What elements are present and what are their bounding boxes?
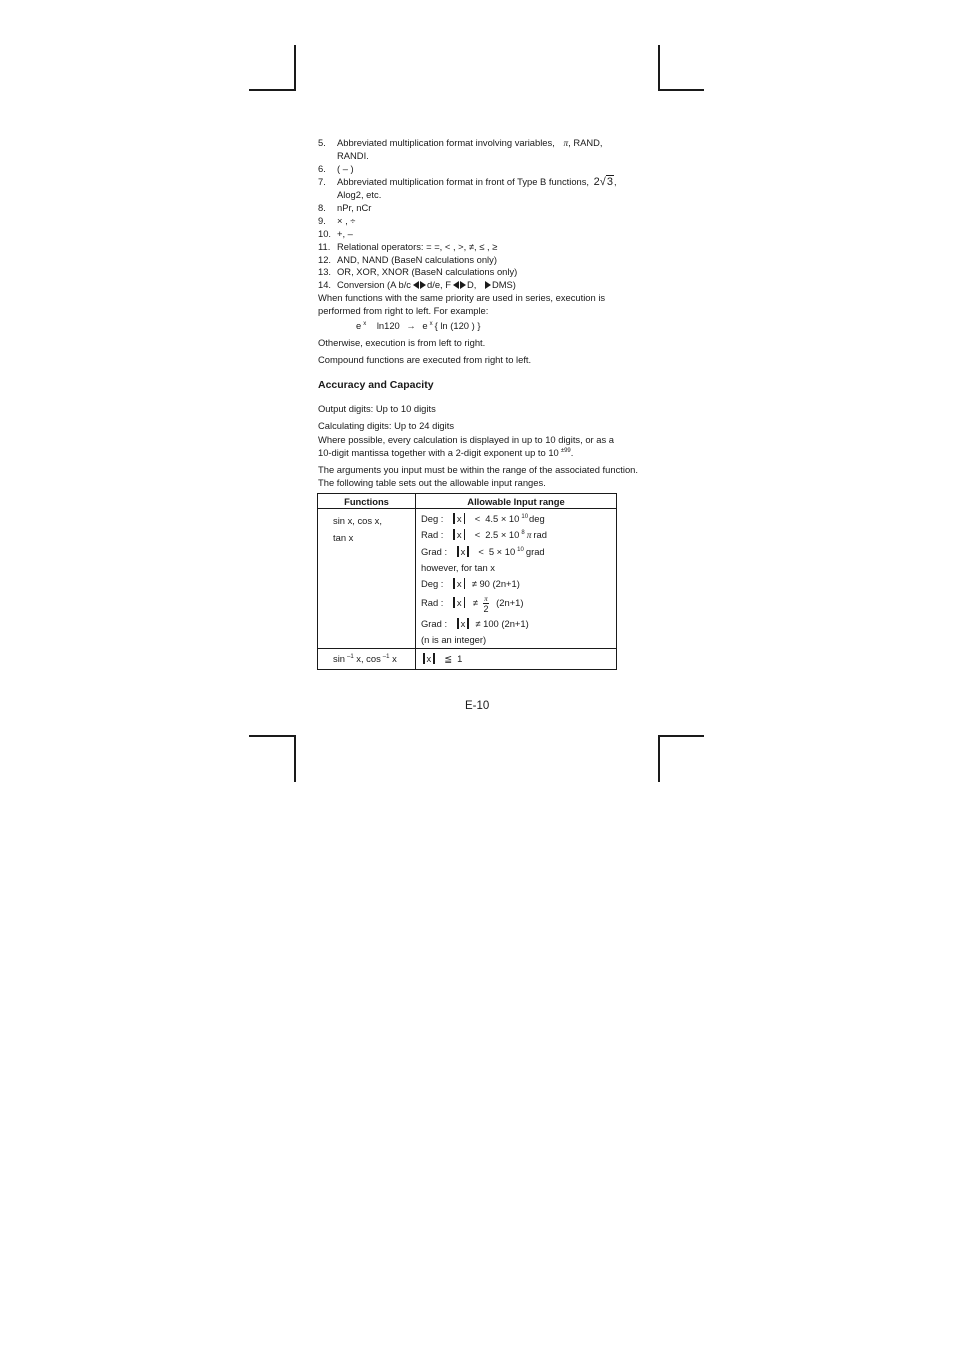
list-number: 13. bbox=[318, 266, 332, 277]
list-item-13 bbox=[318, 265, 517, 278]
list-number: 7. bbox=[318, 176, 326, 187]
arrow-icon: → bbox=[406, 320, 416, 331]
list-number: 8. bbox=[318, 202, 326, 213]
output-digits-text: Output digits: Up to 10 digits bbox=[318, 403, 436, 414]
list-text: D, bbox=[466, 279, 477, 290]
range-line-deg: Deg : x < 4.5 × 10 $^{10}$deg bbox=[421, 513, 545, 524]
list-number: 5. bbox=[318, 137, 326, 148]
crop-mark bbox=[294, 45, 296, 91]
range-cell bbox=[416, 509, 617, 649]
triangle-left-icon bbox=[453, 281, 459, 289]
list-text: , RAND, bbox=[568, 137, 603, 148]
list-text: Abbreviated multiplication format involving variables, bbox=[337, 137, 555, 148]
crop-mark bbox=[658, 45, 660, 91]
list-text: +, – bbox=[337, 228, 353, 239]
table-header: Functions bbox=[318, 494, 416, 509]
triangle-right-icon bbox=[460, 281, 466, 289]
however-note: however, for tan x bbox=[421, 562, 495, 573]
input-range-table bbox=[317, 493, 617, 670]
range-line-deg-tan: Deg : x ≠ 90 (2n+1) bbox=[421, 578, 520, 589]
calc-digits-text: Calculating digits: Up to 24 digits bbox=[318, 420, 455, 431]
integer-note: (n is an integer) bbox=[421, 634, 487, 645]
range-line-grad-tan: Grad : x ≠ 100 (2n+1) bbox=[421, 618, 529, 629]
crop-mark bbox=[249, 735, 295, 737]
where-paragraph-line: 10-digit mantissa together with a 2-digit exponent up to 10 $^{\pm 99}$. bbox=[318, 447, 574, 458]
list-text: AND, NAND (BaseN calculations only) bbox=[337, 254, 497, 265]
triangle-right-icon bbox=[485, 281, 491, 289]
triangle-left-icon bbox=[413, 281, 419, 289]
compound-text: Compound functions are executed from right to left. bbox=[318, 354, 532, 365]
list-item-7 bbox=[318, 175, 617, 189]
list-item-11 bbox=[318, 240, 497, 253]
list-text: DMS) bbox=[491, 279, 516, 290]
list-text: OR, XOR, XNOR (BaseN calculations only) bbox=[337, 266, 518, 277]
crop-mark bbox=[249, 89, 295, 91]
example-expression: e $^x$ ln120 → e $^x$ { ln (120 ) } bbox=[356, 320, 481, 331]
list-text: ( – ) bbox=[337, 163, 354, 174]
list-text: × , ÷ bbox=[337, 215, 356, 226]
list-item-14 bbox=[318, 278, 516, 291]
list-item-9 bbox=[318, 214, 355, 227]
table-header-row bbox=[318, 494, 617, 509]
list-number: 12. bbox=[318, 254, 332, 265]
where-paragraph-line: Where possible, every calculation is displayed in up to 10 digits, or as a bbox=[318, 434, 614, 445]
otherwise-text: Otherwise, execution is from left to right. bbox=[318, 337, 486, 348]
range-line-rad-tan: Rad : x ≠ $\frac{\pi}{2}$ (2n+1) bbox=[421, 595, 524, 614]
args-paragraph-line: The arguments you input must be within the range of the associated function. bbox=[318, 464, 638, 475]
page-number: E-10 bbox=[465, 700, 490, 712]
section-title: Accuracy and Capacity bbox=[318, 379, 434, 391]
triangle-right-icon bbox=[420, 281, 426, 289]
crop-mark bbox=[658, 735, 660, 782]
priority-paragraph-line: performed from right to left. For example: bbox=[318, 305, 489, 316]
list-text: Relational operators: = =, < , >, ≠, ≤ , ≥ bbox=[337, 241, 498, 252]
list-item-7-cont: Alog2, etc. bbox=[337, 189, 382, 200]
table-row bbox=[318, 509, 617, 649]
function-cell: sin x, cos x, tan x bbox=[318, 509, 416, 649]
list-item-8 bbox=[318, 201, 371, 214]
list-item-6 bbox=[318, 162, 354, 175]
pi-symbol: π bbox=[526, 531, 532, 541]
crop-mark bbox=[294, 735, 296, 782]
list-number: 11. bbox=[318, 241, 331, 252]
range-line-rad: Rad : x < 2.5 × 10 $^8$ π rad bbox=[421, 529, 547, 541]
list-text: nPr, nCr bbox=[337, 202, 372, 213]
list-text: Conversion (A b/c bbox=[337, 279, 411, 290]
list-text: Abbreviated multiplication format in front of Type B functions, bbox=[337, 176, 590, 187]
range-cell bbox=[416, 649, 617, 670]
list-text: , bbox=[613, 176, 617, 187]
list-number: 10. bbox=[318, 228, 332, 239]
table-header: Allowable Input range bbox=[416, 494, 617, 509]
list-item-10 bbox=[318, 227, 353, 240]
list-number: 9. bbox=[318, 215, 326, 226]
list-item-5-cont: RANDI. bbox=[337, 150, 369, 161]
list-text: d/e, F bbox=[427, 279, 451, 290]
range-line-inverse: x ≦ 1 bbox=[421, 651, 616, 667]
list-number: 14. bbox=[318, 279, 332, 290]
pi-over-two-fraction: $\frac{\pi}{2}$ bbox=[483, 595, 489, 614]
priority-paragraph-line: When functions with the same priority are used in series, execution is bbox=[318, 292, 606, 303]
table-row bbox=[318, 649, 617, 670]
crop-mark bbox=[658, 735, 704, 737]
crop-mark bbox=[658, 89, 704, 91]
pi-symbol: π bbox=[563, 139, 569, 149]
args-paragraph-line: The following table sets out the allowable input ranges. bbox=[318, 477, 546, 488]
list-number: 6. bbox=[318, 163, 326, 174]
range-line-grad: Grad : x < 5 × 10 $^{10}$ grad bbox=[421, 546, 545, 557]
function-cell: sin $^{-1}$ x, cos $^{-1}$ x bbox=[318, 649, 416, 670]
sqrt-expression: 2√3 bbox=[593, 176, 613, 188]
